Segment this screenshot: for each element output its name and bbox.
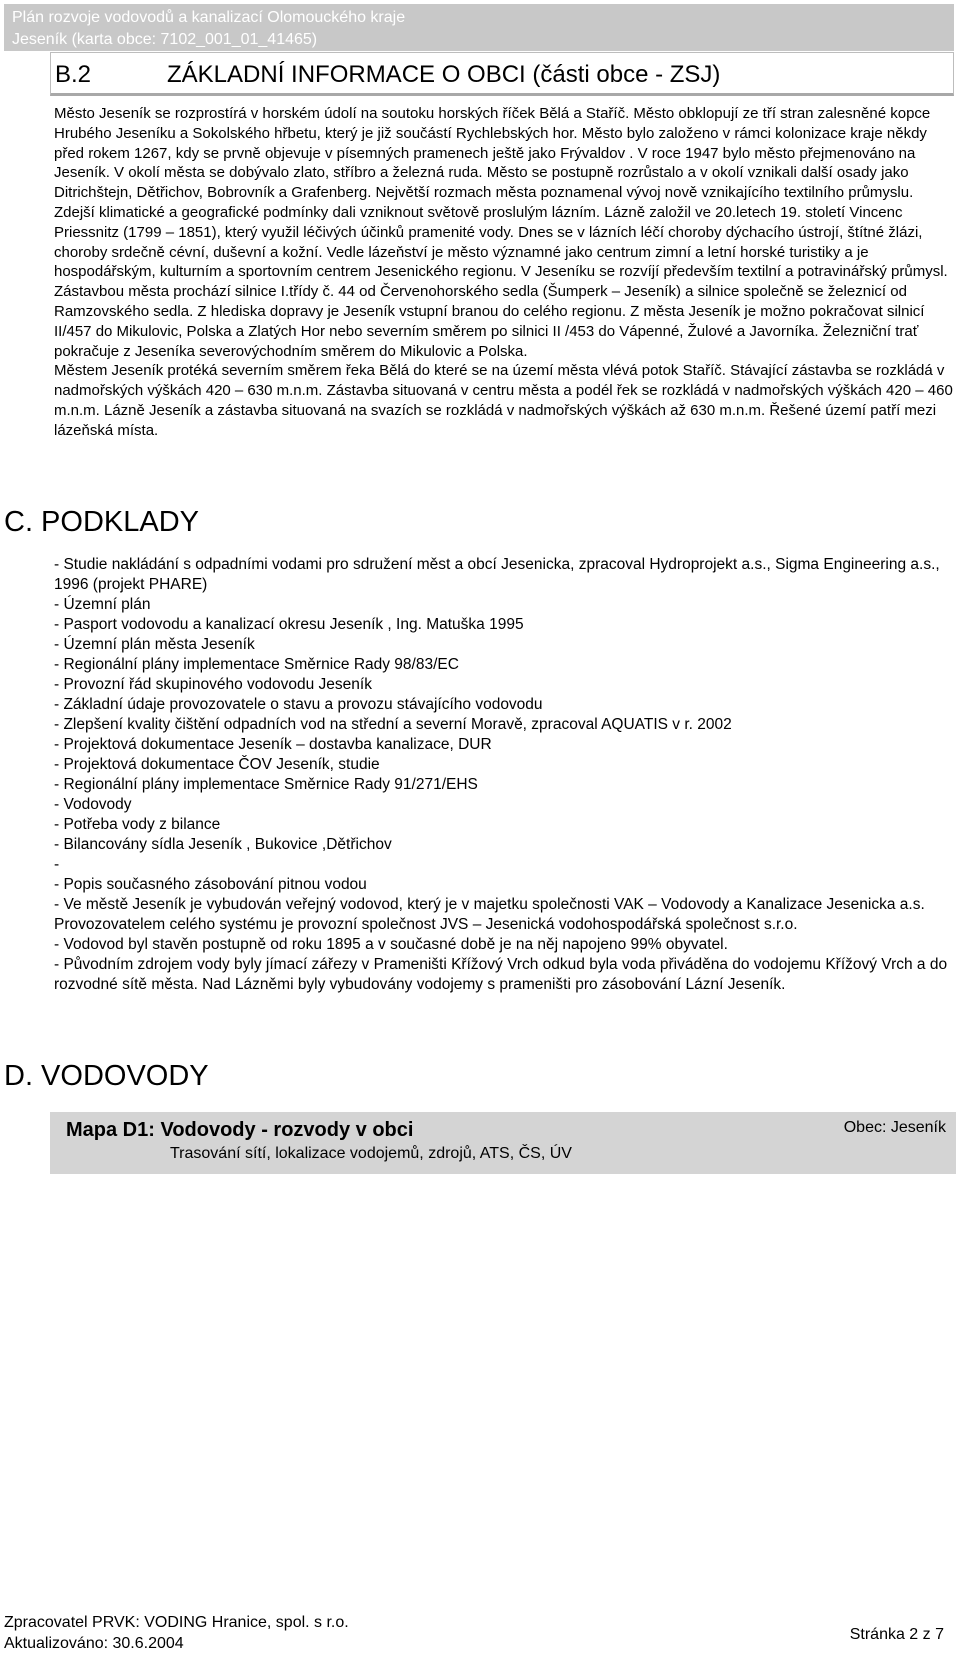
section-c-title: C. PODKLADY	[4, 506, 199, 538]
footer-author: Zpracovatel PRVK: VODING Hranice, spol. s r.o.	[4, 1614, 349, 1631]
header-title: Plán rozvoje vodovodů a kanalizací Olomouckého kraje	[12, 9, 406, 26]
map-d1-box	[50, 1112, 956, 1174]
section-b-heading	[50, 52, 954, 96]
map-title: Mapa D1: Vodovody - rozvody v obci	[66, 1119, 414, 1141]
section-b-paragraph: Město Jeseník se rozprostírá v horském údolí na soutoku horských říček Bělá a Staříč. Město obklopují ze tří stran zalesněné kopce Hrubého Jeseníku a Sokolského hřbetu, který je již součástí Rychlebských hor. Město bylo založeno v rámci kolonizace kraje někdy před rokem 1267, kdy se prvně objevuje v písemných pramenech ještě jako Frývaldov . V roce 1947 bylo město přejmenováno na Jeseník. V okolí města se dobývalo zlato, stříbro a železná ruda. Město se postupně rozrůstalo a v okolí vznikali další osady jako Ditrichštejn, Dětřichov, Bobrovník a Grafenberg. Největší rozmach města poznamenal vývoj nově vznikajícího textilního průmyslu. Zdejší klimatické a geografické podmínky dali vzniknout světově proslulým lázním. Lázně založil ve 20.letech 19. století Vincenc Priessnitz (1799 – 1851), který využil léčivých účinků pramenité vody. Dnes se v lázních léčí choroby dýchacího ústrojí, štítné žlázi, choroby srdečně cévní, duševní a kožní. Vedle lázeňství je město významné jako centrum zimní a letní horské turistiky a je hospodářským, kulturním a sportovním centrem Jesenického regionu. V Jeseníku se rozvíjí především textilní a potravinářský průmysl. Zástavbou města prochází silnice I.třídy č. 44 od Červenohorského sedla (Šumperk – Jeseník) a silnice společně se železnicí od Ramzovského sedla. Z hlediska dopravy je Jeseník vstupní branou do celého regionu. Z města Jeseník je možno pokračovat silnicí II/457 do Mikulovic, Polska a Zlatých Hor nebo severním směrem po silnici II /453 do Vápenné, Žulové a Javorníka. Železniční trať pokračuje z Jeseníka severovýchodním směrem do Mikulovic a Polska.	[54, 105, 948, 360]
page-number: Stránka 2 z 7	[849, 1626, 944, 1643]
section-b-body	[54, 104, 954, 441]
list-item: - Regionální plány implementace Směrnice Rady 91/271/EHS	[54, 776, 478, 793]
list-item: - Pasport vodovodu a kanalizací okresu Jeseník , Ing. Matuška 1995	[54, 616, 524, 633]
list-item: - Regionální plány implementace Směrnice Rady 98/83/EC	[54, 656, 459, 673]
section-b-number: B.2	[55, 61, 92, 88]
list-item: - Územní plán	[54, 596, 151, 613]
list-item: - Vodovod byl stavěn postupně od roku 1895 a v současné době je na něj napojeno 99% obyvatel.	[54, 936, 728, 953]
list-item: - Územní plán města Jeseník	[54, 636, 255, 653]
list-item: - Projektová dokumentace Jeseník – dostavba kanalizace, DUR	[54, 736, 492, 753]
map-subtitle: Trasování sítí, lokalizace vodojemů, zdrojů, ATS, ČS, ÚV	[170, 1145, 572, 1162]
list-item: - Popis současného zásobování pitnou vodou	[54, 876, 367, 893]
list-item: -	[54, 856, 60, 873]
section-d-title: D. VODOVODY	[4, 1060, 209, 1092]
list-item: - Původním zdrojem vody byly jímací zářezy v Prameništi Křížový Vrch odkud byla voda přiváděna do vodojemu Křížový Vrch a do rozvodné sítě města. Nad Lázněmi byly vybudovány vodojemy s prameništi pro zásobování Lázní Jeseník.	[54, 956, 948, 993]
list-item: - Ve městě Jeseník je vybudován veřejný vodovod, který je v majetku společnosti VAK – Vodovody a Kanalizace Jesenicka a.s. Provozovatelem celého systému je provozní společnost JVS – Jesenická vodohospodářská společnost s.r.o.	[54, 896, 925, 933]
list-item: - Vodovody	[54, 796, 132, 813]
footer-info	[4, 1612, 349, 1654]
list-item: - Projektová dokumentace ČOV Jeseník, studie	[54, 756, 380, 773]
section-b-paragraph-2: Městem Jeseník protéká severním směrem řeka Bělá do které se na území města vlévá potok Staříč. Stávající zástavba se rozkládá v nadmořských výškách 420 – 630 m.n.m. Zástavba situovaná v centru města a podél řek se rozkládá v nadmořských výškách 420 – 460 m.n.m. Lázně Jeseník a zástavba situovaná na svazích se rozkládá v nadmořských výškách až 630 m.n.m. Řešené území patří mezi lázeňská místa.	[54, 362, 953, 439]
list-item: - Provozní řád skupinového vodovodu Jeseník	[54, 676, 372, 693]
list-item: - Základní údaje provozovatele o stavu a provozu stávajícího vodovodu	[54, 696, 543, 713]
header-card-id: Jeseník (karta obce: 7102_001_01_41465)	[12, 31, 318, 48]
list-item: - Zlepšení kvality čištění odpadních vod na střední a severní Moravě, zpracoval AQUATIS v r. 2002	[54, 716, 732, 733]
map-municipality: Obec: Jeseník	[843, 1119, 946, 1136]
footer-updated: Aktualizováno: 30.6.2004	[4, 1635, 184, 1652]
document-header	[4, 4, 954, 51]
sources-list	[54, 555, 954, 995]
list-item: - Potřeba vody z bilance	[54, 816, 221, 833]
list-item: - Bilancovány sídla Jeseník , Bukovice ,Dětřichov	[54, 836, 392, 853]
section-b-title: ZÁKLADNÍ INFORMACE O OBCI (části obce - ZSJ)	[167, 61, 721, 88]
list-item: - Studie nakládání s odpadními vodami pro sdružení měst a obcí Jesenicka, zpracoval Hydroprojekt a.s., Sigma Engineering a.s., 1996 (projekt PHARE)	[54, 556, 940, 593]
